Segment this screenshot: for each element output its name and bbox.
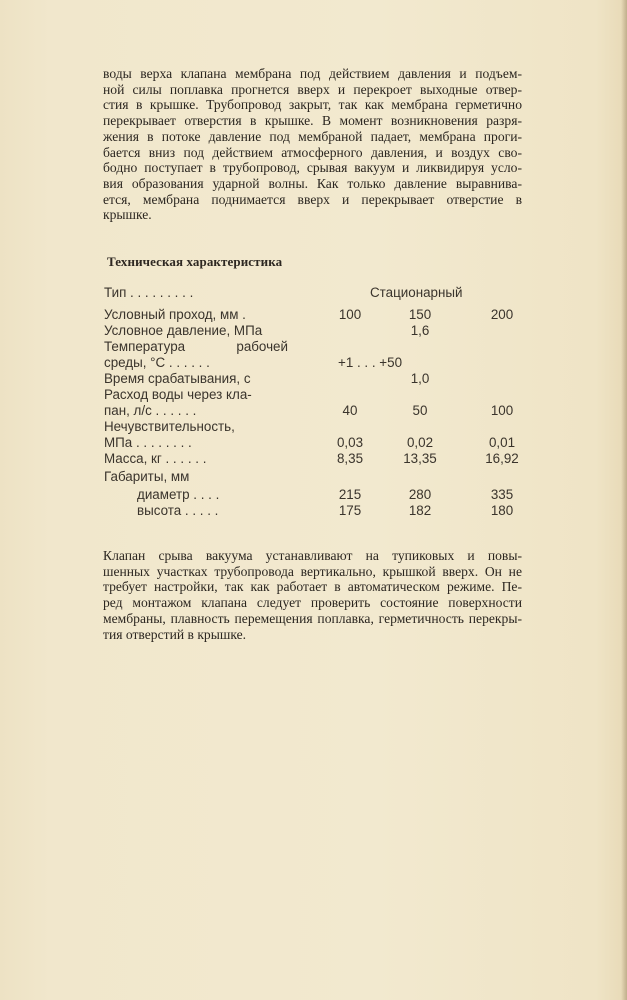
spec-label: пан, л/с . . . . . . xyxy=(104,403,197,418)
spec-row-type xyxy=(0,285,627,301)
spec-value: 1,0 xyxy=(410,371,430,386)
text-line: бается вниз под действием атмосферного давления, и воздух сво- xyxy=(103,144,522,160)
text-line: вия образования ударной волны. Как только давление выравнива- xyxy=(103,175,522,191)
text-line: Клапан срыва вакуума устанавливают на тупиковых и повы- xyxy=(103,548,522,563)
spec-value: 13,35 xyxy=(403,451,437,466)
text-line: тия отверстий в крышке. xyxy=(103,626,247,642)
spec-row-dims-label xyxy=(0,469,627,485)
spec-label: Масса, кг . . . . . . xyxy=(104,451,207,466)
spec-value: 100 xyxy=(490,403,514,418)
spec-value: 0,02 xyxy=(406,435,434,450)
spec-value: 280 xyxy=(408,487,432,502)
spec-label: Условный проход, мм . xyxy=(104,307,246,322)
spec-value: 180 xyxy=(490,503,514,518)
text-line: шенных участках трубопровода вертикально, крышкой вверх. Он не xyxy=(103,563,522,579)
spec-row-temp-label xyxy=(0,339,627,355)
spec-value: 215 xyxy=(338,487,362,502)
spec-label: Условное давление, МПа xyxy=(104,323,263,338)
text-line: ред монтажом клапана следует проверить состояние поверхности xyxy=(103,595,522,611)
spec-value: Стационарный xyxy=(370,285,463,300)
spec-row-mass xyxy=(0,451,627,467)
text-line: стия в крышке. Трубопровод закрыт, так как мембрана герметично xyxy=(103,97,522,113)
spec-label: Габариты, мм xyxy=(104,469,190,484)
spec-row-flow xyxy=(0,403,627,419)
spec-label: Температура рабочей xyxy=(104,339,288,354)
spec-label: Тип . . . . . . . . . xyxy=(104,285,194,300)
text-line: крышке. xyxy=(103,207,152,223)
spec-value: 0,03 xyxy=(336,435,364,450)
spec-row-nominal-bore xyxy=(0,307,627,323)
spec-value: 182 xyxy=(408,503,432,518)
spec-row-nominal-pressure xyxy=(0,323,627,339)
spec-label: высота . . . . . xyxy=(137,503,219,518)
spec-value: 40 xyxy=(342,403,358,418)
text-line: жения в потоке давление под мембраной падает, мембрана проги- xyxy=(103,128,522,144)
text-line: ной силы поплавка прогнется вверх и перекроет выходные отвер- xyxy=(103,81,522,97)
text-line: воды верха клапана мембрана под действием давления и подъем- xyxy=(103,66,522,81)
spec-label: среды, °С . . . . . . xyxy=(104,355,210,370)
spec-label: Время срабатывания, с xyxy=(104,371,251,386)
spec-row-diameter xyxy=(0,487,627,503)
text-line: перекрывает отверстия в крышке. В момент возникновения разря- xyxy=(103,113,522,129)
spec-row-response xyxy=(0,371,627,387)
spec-row-insens xyxy=(0,435,627,451)
text-line: мембраны, плавность перемещения поплавка, герметичность перекры- xyxy=(103,610,522,626)
paragraph-bottom xyxy=(103,548,522,642)
spec-label: МПа . . . . . . . . xyxy=(104,435,192,450)
page-edge-shadow xyxy=(621,0,627,1000)
spec-label: Нечувствительность, xyxy=(104,419,235,434)
spec-label: Расход воды через кла- xyxy=(104,387,252,402)
spec-value: 100 xyxy=(338,307,362,322)
spec-value: 335 xyxy=(490,487,514,502)
spec-row-insens-label xyxy=(0,419,627,435)
spec-row-height xyxy=(0,503,627,519)
spec-row-flow-label xyxy=(0,387,627,403)
spec-value: 0,01 xyxy=(488,435,516,450)
text-line: ется, мембрана поднимается вверх и перекрывает отверстие в xyxy=(103,191,522,207)
text-line: бодно поступает в трубопровод, срывая вакуум и ликвидируя усло- xyxy=(103,160,522,176)
spec-value: 150 xyxy=(408,307,432,322)
spec-label: диаметр . . . . xyxy=(137,487,220,502)
spec-value: 175 xyxy=(338,503,362,518)
spec-row-temp xyxy=(0,355,627,371)
text-line: требует настройки, так как работает в автоматическом режиме. Пе- xyxy=(103,579,522,595)
specs-heading: Техническая характеристика xyxy=(107,254,283,269)
spec-value: 1,6 xyxy=(410,323,430,338)
spec-value: 50 xyxy=(412,403,428,418)
spec-value: 200 xyxy=(490,307,514,322)
spec-value: 8,35 xyxy=(336,451,364,466)
spec-value: 16,92 xyxy=(485,451,519,466)
spec-value: +1 . . . +50 xyxy=(338,355,403,370)
